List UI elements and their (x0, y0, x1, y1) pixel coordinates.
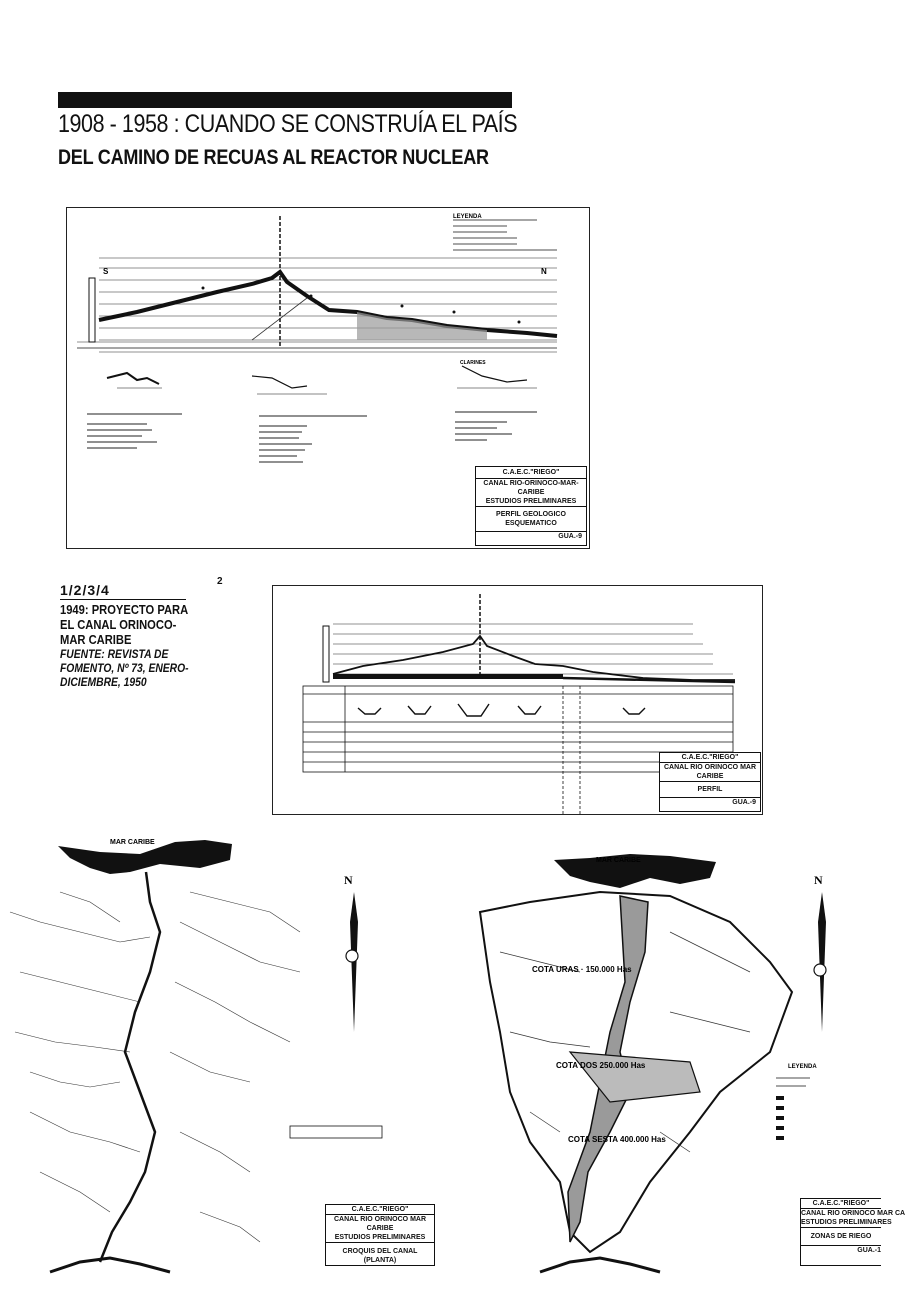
map3-north-label: N (344, 873, 353, 887)
title-block-3-org: C.A.E.C."RIEGO" (326, 1205, 434, 1215)
zone-label-2: COTA DOS 250.000 Has (556, 1061, 646, 1070)
title-block-1-org: C.A.E.C."RIEGO" (476, 467, 586, 479)
figure-numbers: 1/2/3/4 (60, 582, 186, 600)
profile-legend-title: LEYENDA (453, 214, 482, 220)
map3-sea-label: MAR CARIBE (110, 839, 155, 846)
canal-plan-map (0, 832, 440, 1272)
title-block-2 (659, 752, 761, 812)
title-block-1 (475, 466, 587, 546)
map4-sea-label: MAR CARIBE (596, 857, 641, 864)
title-block-3-sub: (PLANTA) (363, 1257, 397, 1264)
map4-legend-title: LEYENDA (788, 1064, 817, 1070)
clarines-label: CLARINES (460, 360, 486, 366)
title-block-3-project: CANAL RIO ORINOCO MAR CARIBE (333, 1216, 427, 1232)
zone-label-1: COTA URAS · 150.000 Has (532, 965, 632, 974)
title-block-2-org: C.A.E.C."RIEGO" (660, 753, 760, 763)
caption-source: FUENTE: REVISTA DE FOMENTO, Nº 73, ENERO-DICIEMBRE, 1950 (60, 647, 189, 689)
irrigation-zones-map (470, 832, 905, 1272)
title-block-4-drawing: ZONAS DE RIEGO (801, 1228, 881, 1246)
header-bar (58, 92, 512, 108)
title-block-1-phase: ESTUDIOS PRELIMINARES (476, 497, 586, 507)
title-block-4-phase: ESTUDIOS PRELIMINARES (801, 1219, 892, 1226)
map4-north-label: N (814, 873, 823, 887)
title-block-2-drawing: PERFIL (660, 782, 760, 798)
caption-text: 1949: PROYECTO PARA EL CANAL ORINOCO-MAR CARIBE (60, 602, 188, 647)
profile-north-label: N (541, 267, 547, 276)
title-block-4-org: C.A.E.C."RIEGO" (801, 1199, 881, 1209)
figure-2-label: 2 (217, 576, 223, 587)
geological-profile-drawing (66, 207, 590, 549)
title-block-4 (800, 1198, 905, 1266)
title-block-1-project: CANAL RIO-ORINOCO-MAR-CARIBE (483, 480, 579, 496)
title-block-1-drawing: PERFIL GEOLOGICO ESQUEMATICO (476, 507, 586, 532)
zone-label-3: COTA SESTA 400.000 Has (568, 1135, 666, 1144)
page-subtitle: DEL CAMINO DE RECUAS AL REACTOR NUCLEAR (58, 146, 489, 169)
title-block-3-phase: ESTUDIOS PRELIMINARES (326, 1233, 434, 1243)
title-block-3 (325, 1204, 435, 1266)
title-block-2-project: CANAL RIO ORINOCO MAR CARIBE (660, 763, 760, 782)
title-block-4-project: CANAL RIO ORINOCO MAR CA (801, 1210, 905, 1217)
title-block-4-sheet: GUA.-1 (857, 1247, 881, 1254)
title-block-2-sheet: GUA.-9 (732, 799, 756, 806)
longitudinal-profile-drawing (272, 585, 763, 815)
figure-caption (60, 582, 190, 689)
page-title: 1908 - 1958 : CUANDO SE CONSTRUÍA EL PAÍS (58, 110, 518, 138)
title-block-1-sheet: GUA.-9 (558, 533, 582, 540)
title-block-3-drawing: CROQUIS DEL CANAL (342, 1248, 418, 1255)
profile-south-label: S (103, 267, 109, 276)
